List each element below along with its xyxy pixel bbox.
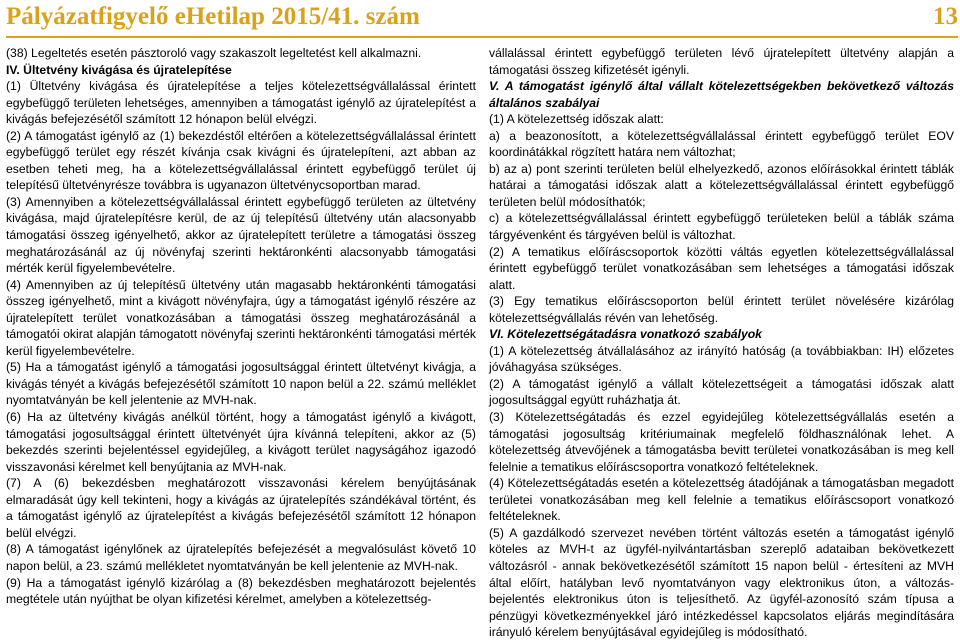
paragraph-iv-6: (6) Ha az ültetvény kivágás anélkül történt, hogy a támogatást igénylő a kivágott, támogatási jogosultsággal érintett ültetvényét újra kívánná telepíteni, akkor az (5) bekezdés szerinti bejelentéssel egyidejűleg, a kivágott terület nagyságához igazodó visszavonási kérelmet kell benyújtania az MVH-nak. [6, 410, 476, 474]
paragraph-38: (38) Legeltetés esetén pásztoroló vagy szakaszolt legeltetést kell alkalmazni. [6, 46, 422, 60]
paragraph-iv-4: (4) Amennyiben az új telepítésű ültetvény után magasabb hektáronkénti támogatási összeg igényelhető, mint a kivágott növényfajra, úgy a támogatást igénylő részére az újratelepített terület vonatkozásában a támogatási összeg meghatározásánál a támogatói okirat alapján támogatott növényfaj szerinti hektáronkénti támogatási mérték kerül figyelembevételre. [6, 277, 476, 358]
paragraph-vi-2: (2) A támogatást igénylő a vállalt kötelezettségeit a támogatási időszak alatt jogosultsággal együtt ruházhatja át. [489, 376, 954, 408]
paragraph-iv-3: (3) Amennyiben a kötelezettségvállalással érintett egybefüggő területen az ültetvény kivágása, majd újratelepítésre kerül, de az új telepítésű ültetvény után alacsonyabb támogatási összeg igényelhető, akkor az újratelepített területre a támogatási összeg meghatározásánál az új növényfaj szerinti hektáronkénti alacsonyabb támogatási mérték kerül figyelembevételre. [6, 194, 476, 276]
section-heading-v: V. A támogatást igénylő által vállalt kötelezettségekben bekövetkező változás általános szabályai [489, 79, 954, 110]
paragraph-v-3: (3) Egy tematikus előíráscsoporton belül érintett terület növelésére kizárólag kötelezettségvállalás révén van lehetőség. [489, 294, 954, 325]
paragraph-v-1: (1) A kötelezettség időszak alatt: [489, 112, 664, 127]
paragraph-iv-8: (8) A támogatást igénylőnek az újratelepítés befejezését a megvalósulást követő 10 napon belül, a 23. számú mellékletet nyomtatványán be kell jelentenie az MVH-nak. [6, 542, 476, 573]
paragraph-vi-3: (3) Kötelezettségátadás és ezzel egyidejűleg kötelezettségvállalás esetén a támogatási jogosultság kritériumainak megfelelő földhasználónak lehet. A kötelezettség átvevőjének a támogatásba bevitt területei vonatkozásában is meg kell felelnie a tematikus előíráscsoportra vonatkozó feltételeknek. [489, 410, 954, 474]
left-column [6, 45, 476, 608]
paragraph-v-1a: a) a beazonosított, a kötelezettségvállalással érintett egybefüggő terület EOV koordinátákkal rögzített határa nem változhat; [489, 128, 954, 160]
header-divider [6, 36, 958, 38]
paragraph-vi-5: (5) A gazdálkodó szervezet nevében történt változás esetén a támogatást igénylő köteles az MVH-t az ügyfél-nyilvántartásban szereplő adataiban bekövetkezett változásról - annak bekövetkezésétől számított 15 napon belül - értesíteni az MVH által előírt, hatályban levő nyomtatványon vagy elektronikus úton, a változás-bejelentés elektronikus úton is teljesíthető. Az ügyfél-azonosító szám típusa a pénzügyi következményekkel járó intézkedéssel kapcsolatos eljárás megindítására irányuló kérelem benyújtásával egyidejűleg is módosítható. [489, 525, 954, 640]
paragraph-iv-1: (1) Ültetvény kivágása és újratelepítése a teljes kötelezettségvállalással érintett egybefüggő területen lehetséges, amennyiben a támogatást igénylő az újratelepítést a kivágás befejezésétől számított 12 hónapon belül elvégzi. [6, 79, 476, 127]
paragraph-iv-9: (9) Ha a támogatást igénylő kizárólag a (8) bekezdésben meghatározott bejelentés megtétele után nyújthat be olyan kifizetési kérelmet, amelyben a kötelezettség- [6, 575, 476, 607]
paragraph-iv-7: (7) A (6) bekezdésben meghatározott visszavonási kérelem benyújtásának elmaradását úgy kell tekinteni, hogy a kivágás az újratelepítés szándékával történt, és a támogatást igénylő az újratelepítést a kivágás befejezésétől számított 12 hónapon belül elvégzi. [6, 476, 476, 540]
page-number: 13 [933, 3, 958, 30]
section-heading-iv: IV. Ültetvény kivágása és újratelepítése [6, 62, 232, 77]
publication-title: Pályázatfigyelő eHetilap 2015/41. szám [6, 3, 420, 30]
paragraph-iv-2: (2) A támogatást igénylő az (1) bekezdéstől eltérően a kötelezettségvállalással érintett egybefüggő terület egy részét kívánja csak kivágni és újratelepíteni, azt abban az esetben teheti meg, ha a kötelezettségvállalással érintett egybefüggő terület új telepítésű ültetvényrésze továbbra is ugyanazon ültetvénycsoportban marad. [6, 128, 476, 193]
page-header [6, 0, 958, 36]
paragraph-v-1b: b) az a) pont szerinti területen belül elhelyezkedő, azonos előírásokkal érintett táblák határai a támogatási időszak alatt a kötelezettségvállalással érintett egybefüggő területen belül módosíthatók; [489, 161, 954, 209]
right-column [489, 45, 954, 641]
paragraph-vi-4: (4) Kötelezettségátadás esetén a kötelezettség átadójának a támogatásban megadott területei vonatkozásában meg kell felelnie a tematikus előíráscsoport vonatkozó feltételeknek. [489, 476, 954, 524]
paragraph-iv-5: (5) Ha a támogatást igénylő a támogatási jogosultsággal érintett ültetvényt kivágja, a kivágás tényét a kivágás befejezésétől számított 10 napon belül a 22. számú melléklet nyomtatványán be kell jelentenie az MVH-nak. [6, 360, 476, 408]
paragraph-v-1c: c) a kötelezettségvállalással érintett egybefüggő területeken belül a táblák száma tárgyévenként és tárgyéven belül is változhat. [489, 211, 954, 243]
paragraph-continuation: vállalással érintett egybefüggő területen lévő újratelepített ültetvény alapján a támogatási összeg kifizetését igényli. [489, 46, 954, 77]
paragraph-v-2: (2) A tematikus előíráscsoportok közötti váltás egyetlen kötelezettségvállalással érintett egybefüggő terület vonatkozásában sem lehetséges a támogatási időszak alatt. [489, 244, 954, 292]
section-heading-vi: VI. Kötelezettségátadásra vonatkozó szabályok [489, 327, 762, 342]
paragraph-vi-1: (1) A kötelezettség átvállalásához az irányító hatóság (a továbbiakban: IH) előzetes jóváhagyása szükséges. [489, 343, 954, 375]
